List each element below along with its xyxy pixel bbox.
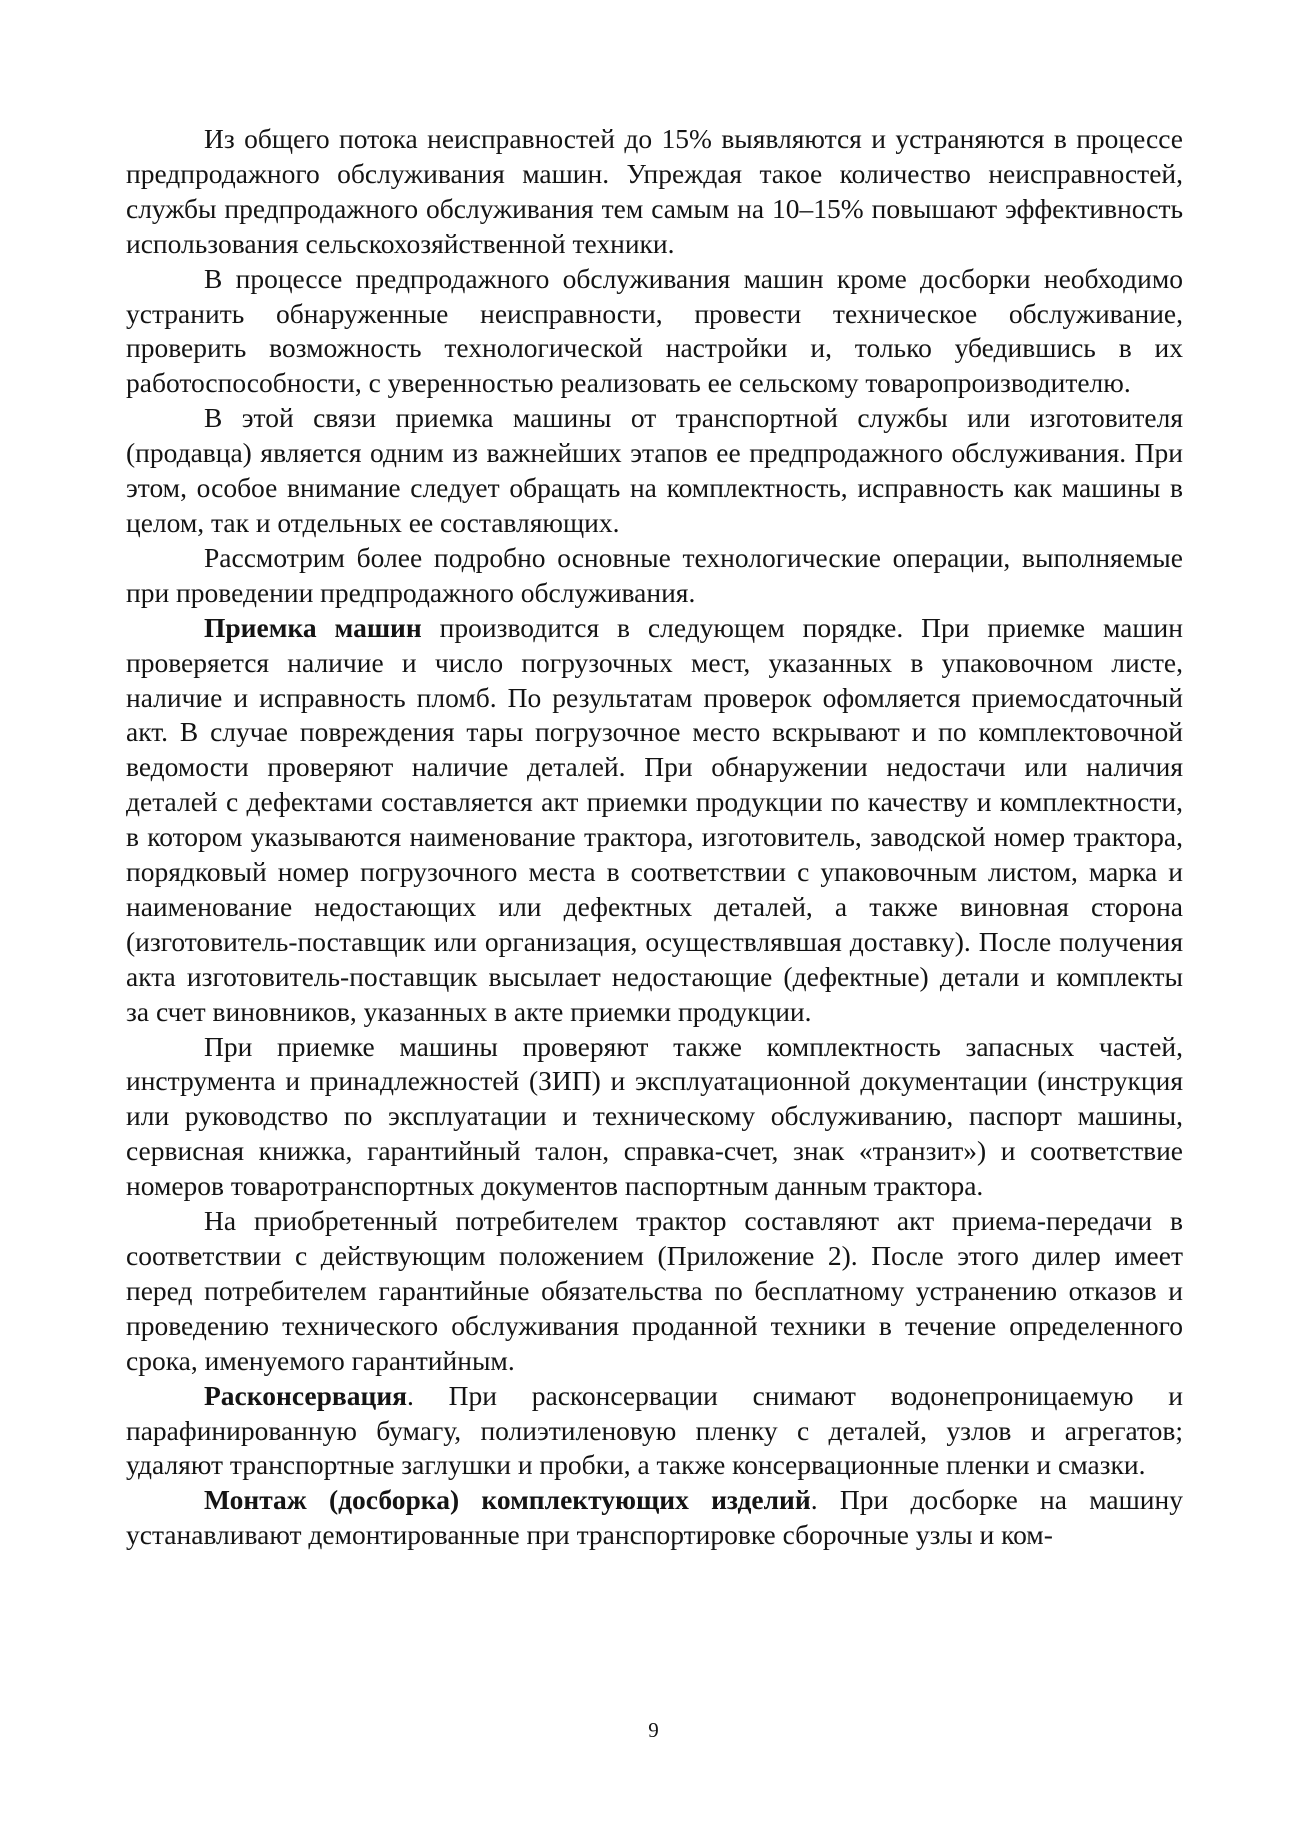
paragraph-text: Рассмотрим более подробно основные технологические операции, выполняемые при проведении предпродажного обслуживания.	[126, 541, 1183, 608]
paragraph-3	[126, 401, 1183, 541]
paragraph-7	[126, 1204, 1183, 1379]
paragraph-heading: Расконсервация	[204, 1379, 408, 1411]
paragraph-text: При приемке машины проверяют также комплектность запасных частей, инструмента и принадлежностей (ЗИП) и эксплуатационной документации (инструкция или руководство по эксплуатации и техническому обслуживанию, паспорт машины, сервисная книжка, гарантийный талон, справка-счет, знак «транзит») и соответствие номеров товаротранспортных документов паспортным данным трактора.	[126, 1030, 1183, 1202]
paragraph-1	[126, 122, 1183, 262]
page-number: 9	[648, 1718, 659, 1742]
paragraph-heading: Приемка машин	[204, 611, 422, 643]
paragraph-9	[126, 1483, 1183, 1553]
paragraph-heading: Монтаж (досборка) комплектующих изделий	[204, 1484, 811, 1516]
paragraph-4	[126, 541, 1183, 611]
paragraph-text: В этой связи приемка машины от транспортной службы или изготовителя (продавца) является одним из важнейших этапов ее предпродажного обслуживания. При этом, особое внимание следует обращать на комплектность, исправность как машины в целом, так и отдельных ее составляющих.	[126, 402, 1183, 538]
paragraph-text: В процессе предпродажного обслуживания машин кроме досборки необходимо устранить обнаруженные неисправности, провести техническое обслуживание, проверить возможность технологической настройки и, только убедившись в их работоспособности, с уверенностью реализовать ее сельскому товаропроизводителю.	[126, 262, 1183, 399]
paragraph-2	[126, 262, 1183, 402]
paragraph-text: На приобретенный потребителем трактор составляют акт приема-передачи в соответствии с действующим положением (Приложение 2). После этого дилер имеет перед потребителем гарантийные обязательства по бесплатному устранению отказов и проведению технического обслуживания проданной техники в течение определенного срока, именуемого гарантийным.	[126, 1205, 1183, 1376]
page-body	[126, 122, 1183, 1553]
paragraph-8	[126, 1379, 1183, 1484]
paragraph-6	[126, 1030, 1183, 1205]
paragraph-text: . При досборке на машину устанавливают демонтированные при транспортировке сборочные узлы и ком-	[126, 1484, 1183, 1551]
paragraph-text: Из общего потока неисправностей до 15% выявляются и устраняются в процессе предпродажного обслуживания машин. Упреждая такое количество неисправностей, службы предпродажного обслуживания тем самым на 10–15% повышают эффективность использования сельскохозяйственной техники.	[126, 123, 1183, 259]
paragraph-5	[126, 611, 1183, 1030]
paragraph-text: . При расконсервации снимают водонепроницаемую и парафинированную бумагу, полиэтиленовую пленку с деталей, узлов и агрегатов; удаляют транспортные заглушки и пробки, а также консервационные пленки и смазки.	[126, 1379, 1183, 1481]
paragraph-text: производится в следующем порядке. При приемке машин проверяется наличие и число погрузочных мест, указанных в упаковочном листе, наличие и исправность пломб. По результатам проверок офомляется приемосдаточный акт. В случае повреждения тары погрузочное место вскрывают и по комплектовочной ведомости проверяют наличие деталей. При обнаружении недостачи или наличия деталей с дефектами составляется акт приемки продукции по качеству и комплектности, в котором указываются наименование трактора, изготовитель, заводской номер трактора, порядковый номер погрузочного места в соответствии с упаковочным листом, марка и наименование недостающих или дефектных деталей, а также виновная сторона (изготовитель-поставщик или организация, осуществлявшая доставку). После получения акта изготовитель-поставщик высылает недостающие (дефектные) детали и комплекты за счет виновников, указанных в акте приемки продукции.	[126, 611, 1183, 1027]
